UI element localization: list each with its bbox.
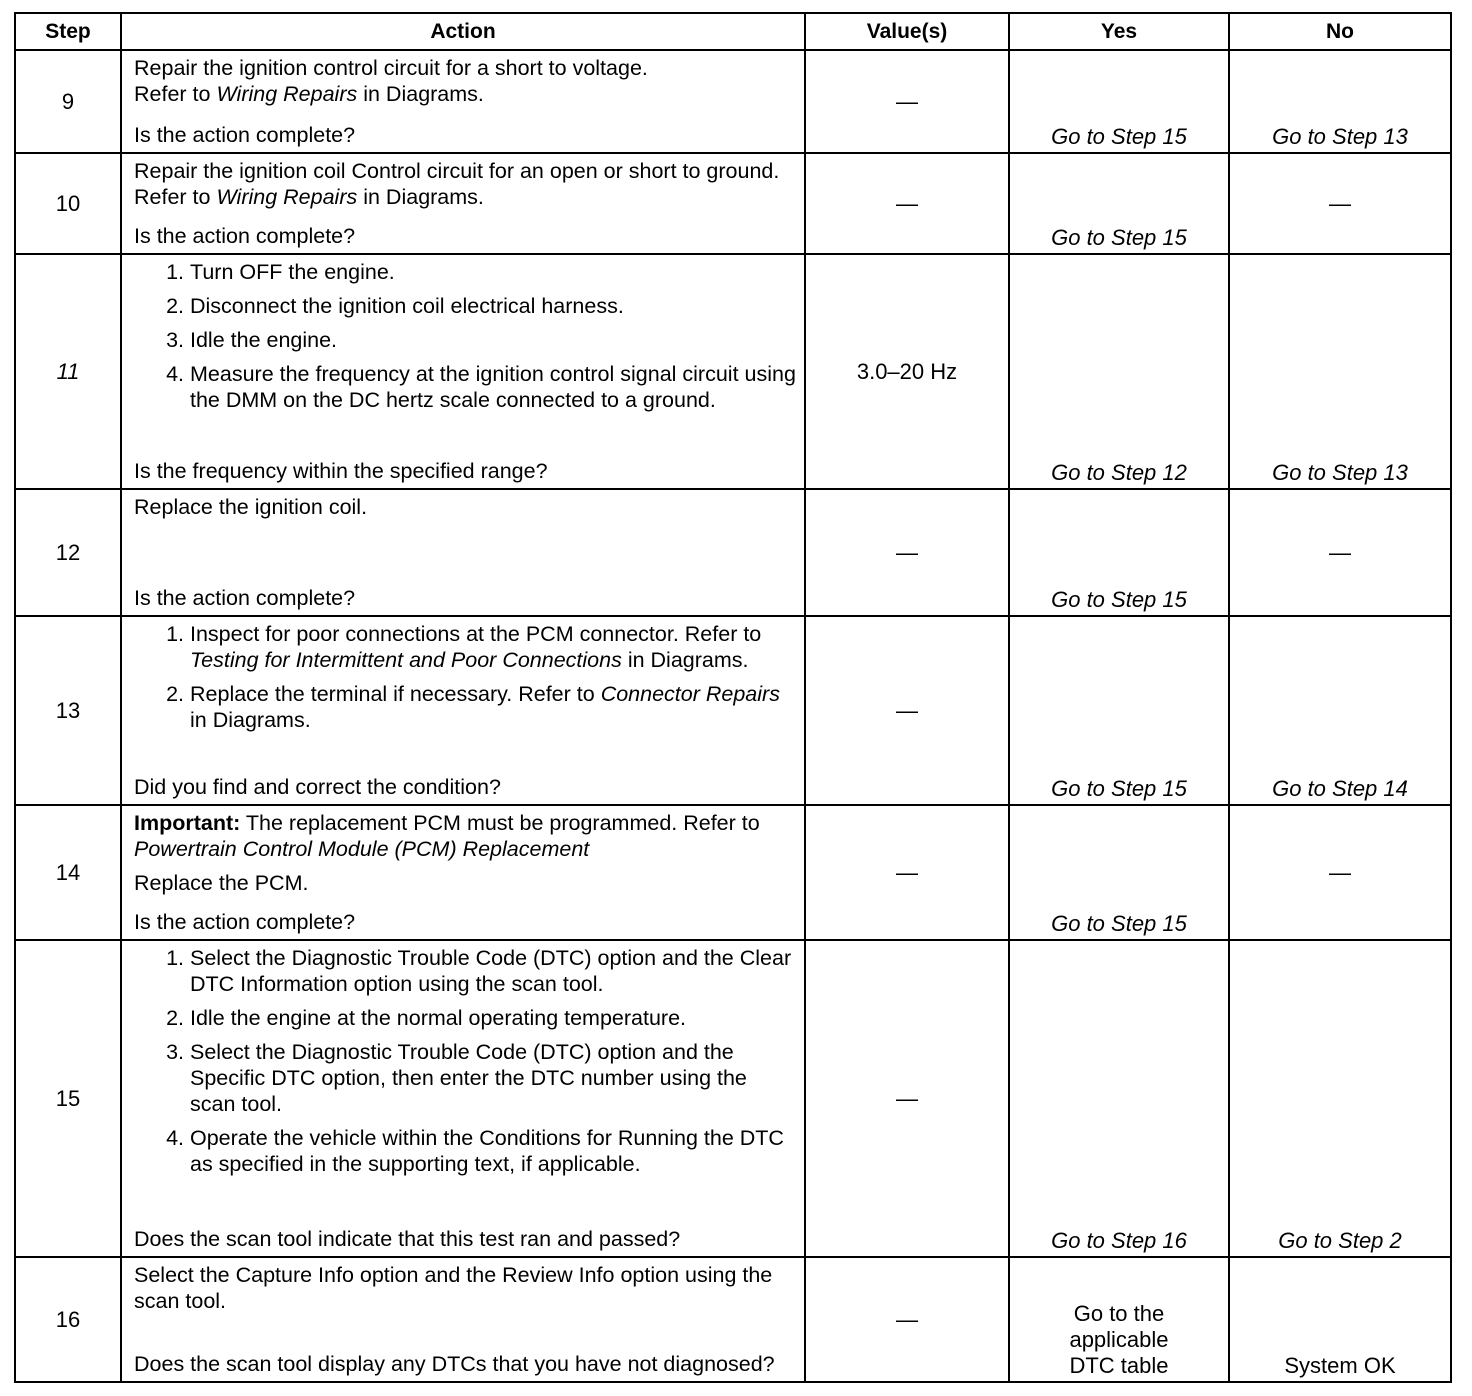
yes-link[interactable]: Go to Step 15 [1051,587,1187,612]
action-question: Does the scan tool indicate that this test ran and passed? [134,1227,681,1251]
yes-cell [1009,616,1229,805]
action-cell [121,153,805,254]
action-step: 3. Idle the engine. [190,327,796,353]
action-question: Is the frequency within the specified range? [134,459,548,483]
action-cell [121,489,805,616]
table-row [15,50,1451,153]
action-step: 4. Operate the vehicle within the Conditions for Running the DTC as specified in the supporting text, if applicable. [190,1125,796,1177]
value-cell: 3.0–20 Hz [805,254,1009,489]
yes-cell [1009,940,1229,1257]
value-cell: — [805,489,1009,616]
value-cell: — [805,940,1009,1257]
action-cell [121,1257,805,1382]
header-row [15,13,1451,50]
action-steps-list [134,945,796,1177]
step-number: 15 [15,940,121,1257]
header-value: Value(s) [805,13,1009,50]
action-step: 1. Select the Diagnostic Trouble Code (DTC) option and the Clear DTC Information option using the scan tool. [190,945,796,997]
step-number: 14 [15,805,121,940]
no-cell [1229,254,1451,489]
important-note: Important: The replacement PCM must be programmed. Refer to Powertrain Control Module (PCM) Replacement [134,811,760,861]
table-row [15,940,1451,1257]
yes-cell [1009,489,1229,616]
yes-link[interactable]: Go to Step 16 [1051,1228,1187,1253]
yes-cell [1009,153,1229,254]
table-row [15,805,1451,940]
action-question: Is the action complete? [134,586,356,610]
action-cell [121,254,805,489]
header-step: Step [15,13,121,50]
value-cell: — [805,153,1009,254]
action-text: Repair the ignition control circuit for a short to voltage. Refer to Wiring Repairs in Diagrams. [134,56,648,106]
value-cell: — [805,50,1009,153]
action-question: Did you find and correct the condition? [134,775,501,799]
action-step: 2. Idle the engine at the normal operating temperature. [190,1005,796,1031]
yes-link[interactable]: Go to Step 15 [1051,225,1187,250]
no-link[interactable]: Go to Step 14 [1272,776,1408,801]
yes-link[interactable]: Go to Step 15 [1051,776,1187,801]
action-step: 2. Disconnect the ignition coil electrical harness. [190,293,796,319]
action-cell [121,50,805,153]
action-steps-list [134,621,796,733]
step-number: 13 [15,616,121,805]
step-number: 10 [15,153,121,254]
table-row [15,1257,1451,1382]
action-step: 1. Inspect for poor connections at the PCM connector. Refer to Testing for Intermittent and Poor Connections in Diagrams. [190,621,796,673]
table-row [15,254,1451,489]
action-text: Repair the ignition coil Control circuit for an open or short to ground. Refer to Wiring Repairs in Diagrams. [134,159,780,209]
action-question: Is the action complete? [134,910,356,934]
no-link[interactable]: System OK [1284,1353,1396,1378]
yes-cell [1009,254,1229,489]
yes-cell [1009,1257,1229,1382]
action-cell [121,805,805,940]
yes-link[interactable]: Go to Step 15 [1051,124,1187,149]
yes-cell [1009,805,1229,940]
no-link[interactable]: Go to Step 13 [1272,124,1408,149]
no-link[interactable]: Go to Step 2 [1278,1228,1402,1253]
yes-link[interactable]: Go to the applicable DTC table [1069,1301,1169,1378]
action-step: 2. Replace the terminal if necessary. Refer to Connector Repairs in Diagrams. [190,681,796,733]
yes-cell [1009,50,1229,153]
table-row [15,489,1451,616]
action-step: 1. Turn OFF the engine. [190,259,796,285]
header-action: Action [121,13,805,50]
table-row [15,153,1451,254]
no-link[interactable]: Go to Step 13 [1272,460,1408,485]
no-cell [1229,1257,1451,1382]
no-cell [1229,616,1451,805]
action-text: Select the Capture Info option and the Review Info option using the scan tool. [134,1263,773,1313]
no-cell: — [1229,489,1451,616]
action-question: Is the action complete? [134,123,356,147]
header-yes: Yes [1009,13,1229,50]
diagnostic-table [14,12,1452,1383]
no-cell: — [1229,805,1451,940]
step-number: 16 [15,1257,121,1382]
header-no: No [1229,13,1451,50]
action-step: 3. Select the Diagnostic Trouble Code (DTC) option and the Specific DTC option, then enter the DTC number using the scan tool. [190,1039,796,1117]
action-step: 4. Measure the frequency at the ignition control signal circuit using the DMM on the DC hertz scale connected to a ground. [190,361,796,413]
no-cell [1229,940,1451,1257]
value-cell: — [805,805,1009,940]
table-row [15,616,1451,805]
value-cell: — [805,1257,1009,1382]
no-cell [1229,50,1451,153]
no-cell: — [1229,153,1451,254]
action-text: Replace the PCM. [134,871,309,895]
action-question: Does the scan tool display any DTCs that you have not diagnosed? [134,1352,775,1376]
step-number: 11 [15,254,121,489]
step-number: 9 [15,50,121,153]
action-question: Is the action complete? [134,224,356,248]
value-cell: — [805,616,1009,805]
action-cell [121,940,805,1257]
action-steps-list [134,259,796,413]
yes-link[interactable]: Go to Step 12 [1051,460,1187,485]
yes-link[interactable]: Go to Step 15 [1051,911,1187,936]
action-text: Replace the ignition coil. [134,495,368,519]
step-number: 12 [15,489,121,616]
action-cell [121,616,805,805]
